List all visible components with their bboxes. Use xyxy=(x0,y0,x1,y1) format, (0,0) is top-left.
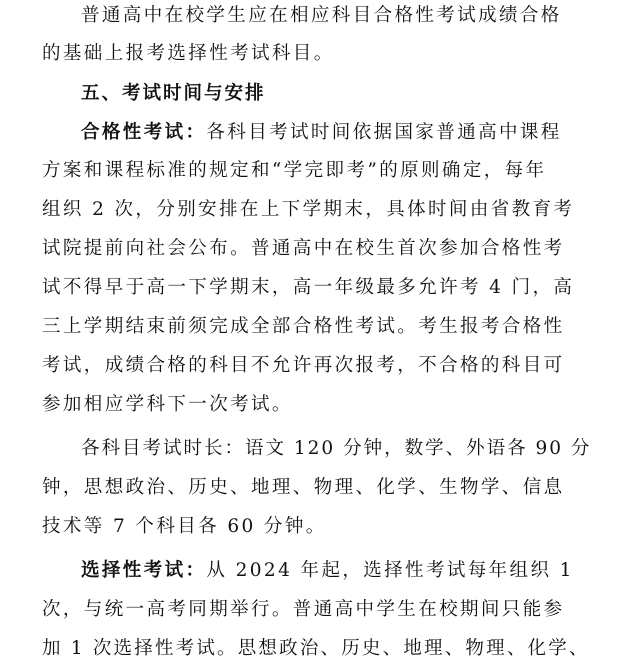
qualification-exam-label: 合格性考试： xyxy=(81,122,207,143)
paragraph-2-line-8: 参加相应学科下一次考试。 xyxy=(42,394,293,415)
paragraph-1-line-2: 的基础上报考选择性考试科目。 xyxy=(42,43,335,64)
paragraph-2-line-1 xyxy=(81,122,562,144)
paragraph-4-line-1-text: 从 2024 年起，选择性考试每年组织 1 xyxy=(206,560,574,581)
paragraph-3-line-3: 技术等 7 个科目各 60 分钟。 xyxy=(42,516,327,537)
paragraph-4-line-3: 加 1 次选择性考试。思想政治、历史、地理、物理、化学、 xyxy=(42,638,590,659)
section-heading: 五、考试时间与安排 xyxy=(81,83,266,104)
paragraph-4-line-2: 次，与统一高考同期举行。普通高中学生在校期间只能参 xyxy=(42,599,565,620)
paragraph-3-line-2: 钟，思想政治、历史、地理、物理、化学、生物学、信息 xyxy=(42,477,565,498)
paragraph-4-line-1 xyxy=(81,560,574,582)
paragraph-2-line-6: 三上学期结束前须完成全部合格性考试。考生报考合格性 xyxy=(42,316,565,337)
paragraph-2-line-1-text: 各科目考试时间依据国家普通高中课程 xyxy=(206,122,562,143)
paragraph-2-line-3: 组织 2 次，分别安排在上下学期末，具体时间由省教育考 xyxy=(42,199,575,220)
paragraph-2-line-2: 方案和课程标准的规定和“学完即考”的原则确定，每年 xyxy=(42,160,547,181)
selective-exam-label: 选择性考试： xyxy=(81,560,207,581)
paragraph-2-line-5: 试不得早于高一下学期末，高一年级最多允许考 4 门，高 xyxy=(42,277,575,298)
paragraph-2-line-7: 考试，成绩合格的科目不允许再次报考，不合格的科目可 xyxy=(42,355,565,376)
paragraph-3-line-1: 各科目考试时长：语文 120 分钟，数学、外语各 90 分 xyxy=(81,438,592,459)
paragraph-2-line-4: 试院提前向社会公布。普通高中在校生首次参加合格性考 xyxy=(42,238,565,259)
paragraph-1-line-1: 普通高中在校学生应在相应科目合格性考试成绩合格 xyxy=(81,5,562,26)
